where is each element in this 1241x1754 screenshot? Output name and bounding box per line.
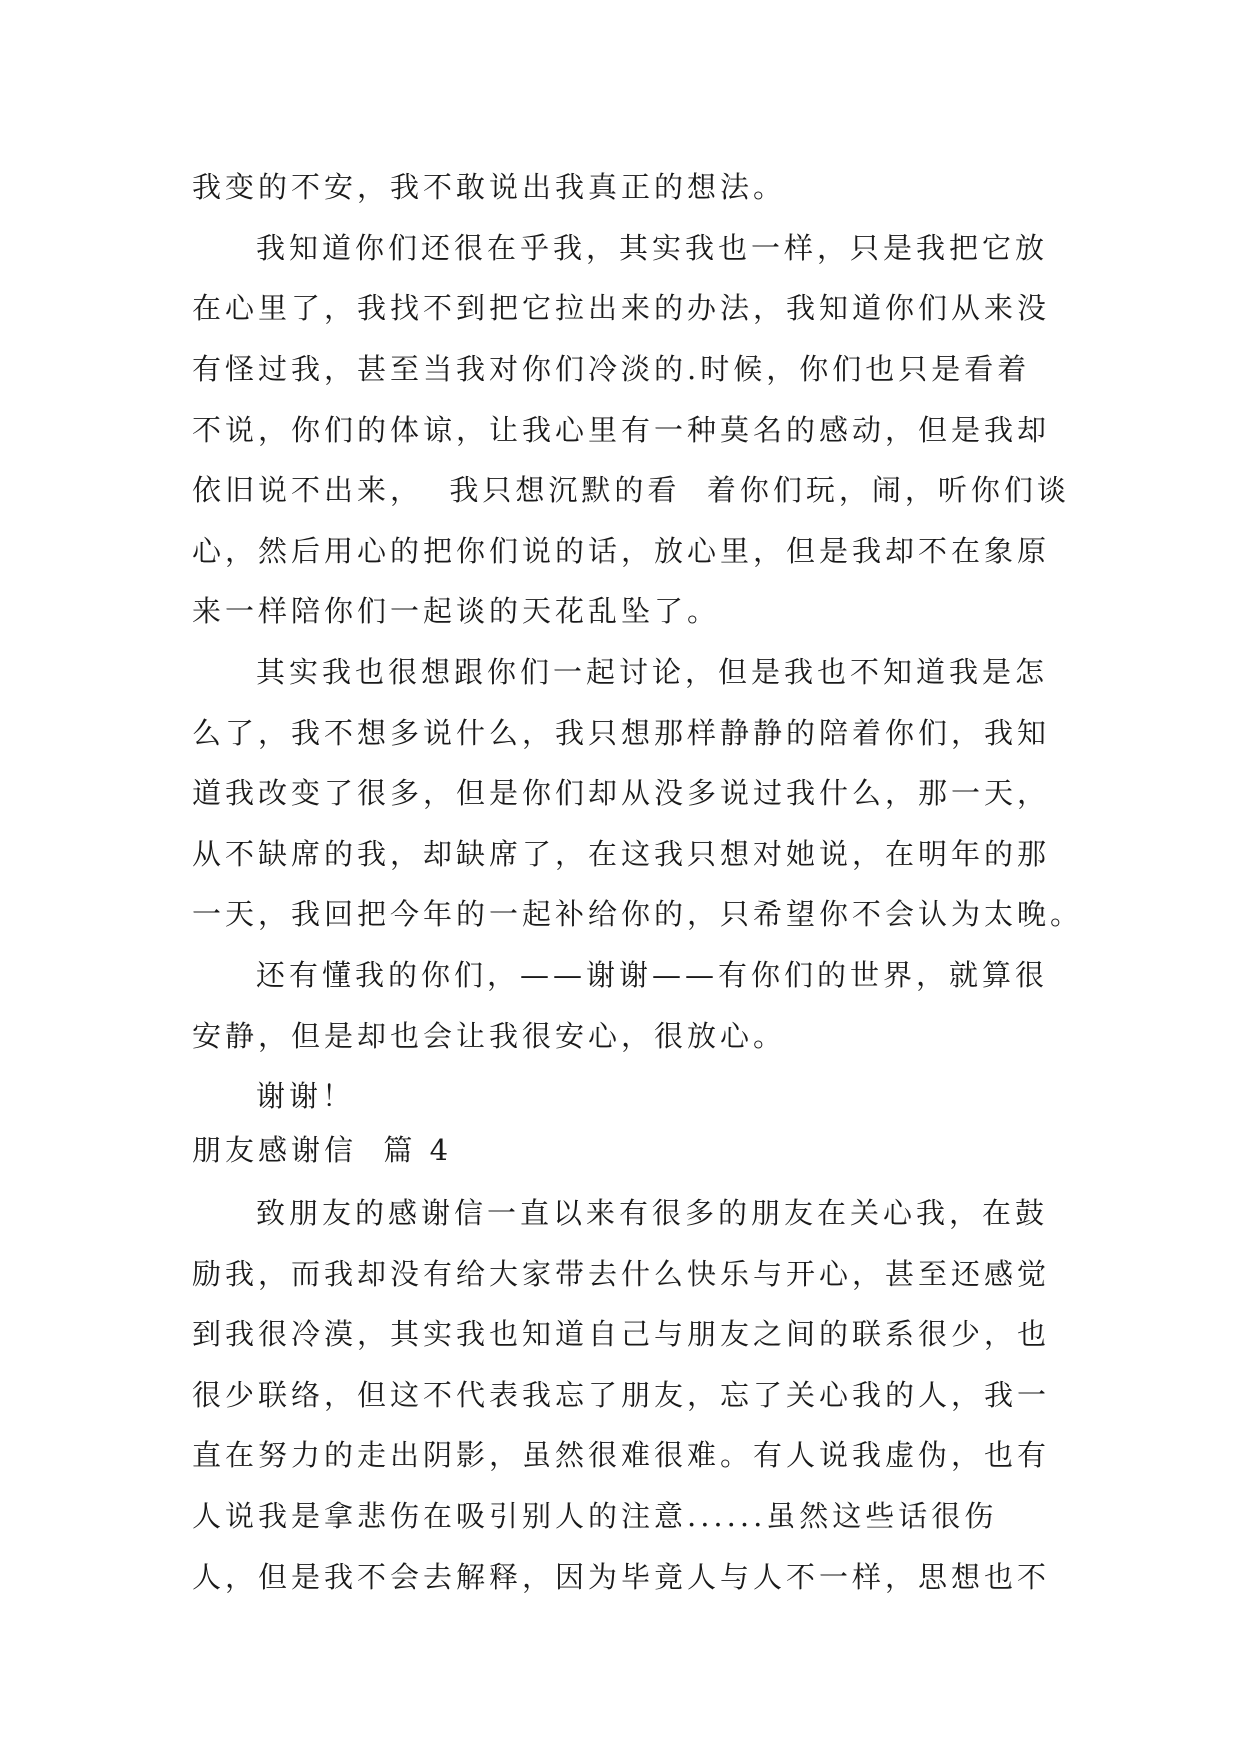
paragraph-first-line: 致朋友的感谢信一直以来有很多的朋友在关心我，在鼓 <box>256 1196 1049 1230</box>
section-heading: 朋友感谢信 篇 4 <box>192 1133 453 1167</box>
text-line: 从不缺席的我，却缺席了，在这我只想对她说，在明年的那 <box>192 837 1051 871</box>
text-line: 安静，但是却也会让我很安心，很放心。 <box>192 1019 787 1053</box>
paragraph-first-line: 其实我也很想跟你们一起讨论，但是我也不知道我是怎 <box>256 655 1049 689</box>
text-line: 很少联络，但这不代表我忘了朋友，忘了关心我的人，我一 <box>192 1378 1051 1412</box>
text-line: 道我改变了很多，但是你们却从没多说过我什么，那一天， <box>192 776 1051 810</box>
paragraph-first-line: 还有懂我的你们，——谢谢——有你们的世界，就算很 <box>256 958 1049 992</box>
text-line: 在心里了，我找不到把它拉出来的办法，我知道你们从来没 <box>192 291 1051 325</box>
text-line: 直在努力的走出阴影，虽然很难很难。有人说我虚伪，也有 <box>192 1438 1051 1472</box>
text-line: 不说，你们的体谅，让我心里有一种莫名的感动，但是我却 <box>192 413 1051 447</box>
text-line: 依旧说不出来， 我只想沉默的看 着你们玩，闹，听你们谈 <box>192 473 1070 507</box>
text-line: 到我很冷漠，其实我也知道自己与朋友之间的联系很少，也 <box>192 1317 1051 1351</box>
paragraph-first-line: 我知道你们还很在乎我，其实我也一样，只是我把它放 <box>256 231 1049 265</box>
closing-thanks: 谢谢！ <box>256 1079 356 1113</box>
text-line: 一天，我回把今年的一起补给你的，只希望你不会认为太晚。 <box>192 897 1084 931</box>
text-line: 心，然后用心的把你们说的话，放心里，但是我却不在象原 <box>192 534 1051 568</box>
text-line: 有怪过我，甚至当我对你们冷淡的.时候，你们也只是看着 <box>192 352 1031 386</box>
text-line: 人说我是拿悲伤在吸引别人的注意......虽然这些话很伤 <box>192 1499 998 1533</box>
text-line: 我变的不安，我不敢说出我真正的想法。 <box>192 170 787 204</box>
text-line: 么了，我不想多说什么，我只想那样静静的陪着你们，我知 <box>192 716 1051 750</box>
text-line: 人，但是我不会去解释，因为毕竟人与人不一样，思想也不 <box>192 1560 1051 1594</box>
text-line: 来一样陪你们一起谈的天花乱坠了。 <box>192 594 721 628</box>
text-line: 励我，而我却没有给大家带去什么快乐与开心，甚至还感觉 <box>192 1257 1051 1291</box>
